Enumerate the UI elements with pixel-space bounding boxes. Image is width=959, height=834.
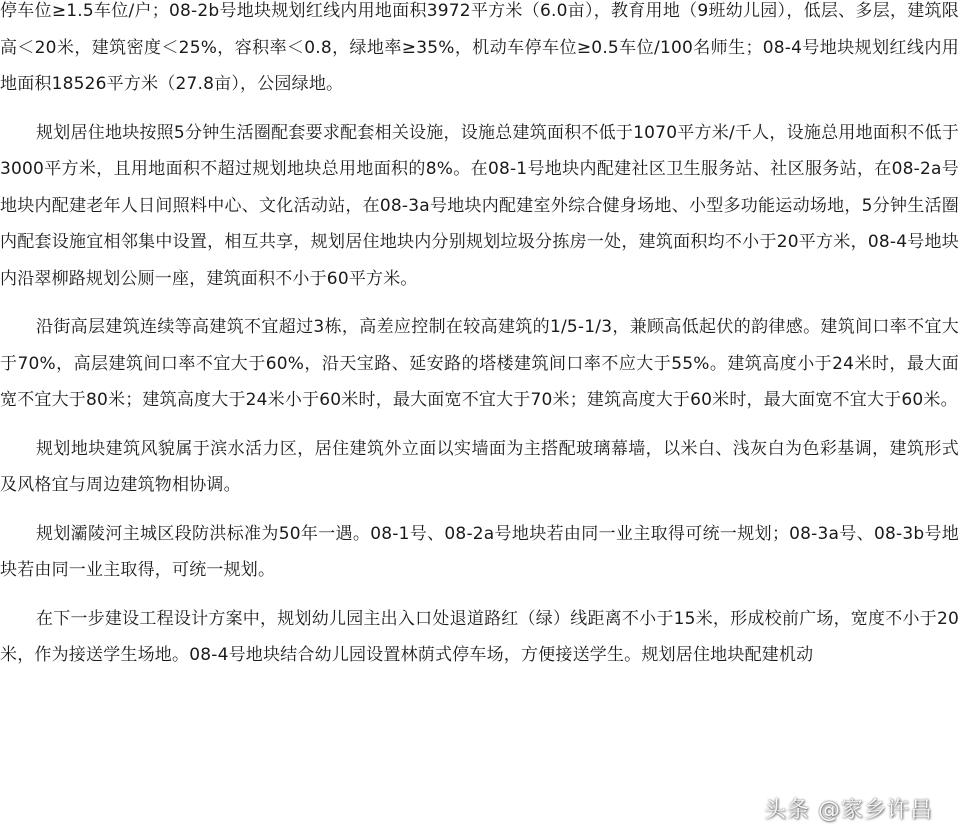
- paragraph-land-parcels: 停车位≥1.5车位/户；08-2b号地块规划红线内用地面积3972平方米（6.0亩），教育用地（9班幼儿园），低层、多层，建筑限高＜20米，建筑密度＜25%，容积率＜0.8，绿地率≥35%，机动车停车位≥0.5车位/100名师生；08-4号地块规划红线内用地面积18526平方米（27.8亩），公园绿地。: [0, 1, 959, 94]
- paragraph-design-scheme: 在下一步建设工程设计方案中，规划幼儿园主出入口处退道路红（绿）线距离不小于15米，形成校前广场，宽度不小于20米，作为接送学生场地。08-4号地块结合幼儿园设置林荫式停车场，方便接送学生。规划居住地块配建机动: [0, 608, 959, 665]
- paragraph-flood-control: 规划灞陵河主城区段防洪标准为50年一遇。08-1号、08-2a号地块若由同一业主取得可统一规划；08-3a号、08-3b号地块若由同一业主取得，可统一规划。: [0, 523, 959, 580]
- source-watermark: 头条 @家乡许昌: [764, 798, 933, 823]
- paragraph-facilities: 规划居住地块按照5分钟生活圈配套要求配套相关设施，设施总建筑面积不低于1070平方米/千人，设施总用地面积不低于3000平方米，且用地面积不超过规划地块总用地面积的8%。在08-1号地块内配建社区卫生服务站、社区服务站，在08-2a号地块内配建老年人日间照料中心、文化活动站，在08-3a号地块内配建室外综合健身场地、小型多功能运动场地，5分钟生活圈内配套设施宜相邻集中设置，相互共享，规划居住地块内分别规划垃圾分拣房一处，建筑面积均不小于20平方米，08-4号地块内沿翠柳路规划公厕一座，建筑面积不小于60平方米。: [0, 122, 959, 289]
- paragraph-building-height: 沿街高层建筑连续等高建筑不宜超过3栋，高差应控制在较高建筑的1/5-1/3，兼顾高低起伏的韵律感。建筑间口率不宜大于70%，高层建筑间口率不宜大于60%，沿天宝路、延安路的塔楼建筑间口率不应大于55%。建筑高度小于24米时，最大面宽不宜大于80米；建筑高度大于24米小于60米时，最大面宽不宜大于70米；建筑高度大于60米时，最大面宽不宜大于60米。: [0, 317, 959, 410]
- paragraph-architectural-style: 规划地块建筑风貌属于滨水活力区，居住建筑外立面以实墙面为主搭配玻璃幕墙，以米白、浅灰白为色彩基调，建筑形式及风格宜与周边建筑物相协调。: [0, 438, 959, 495]
